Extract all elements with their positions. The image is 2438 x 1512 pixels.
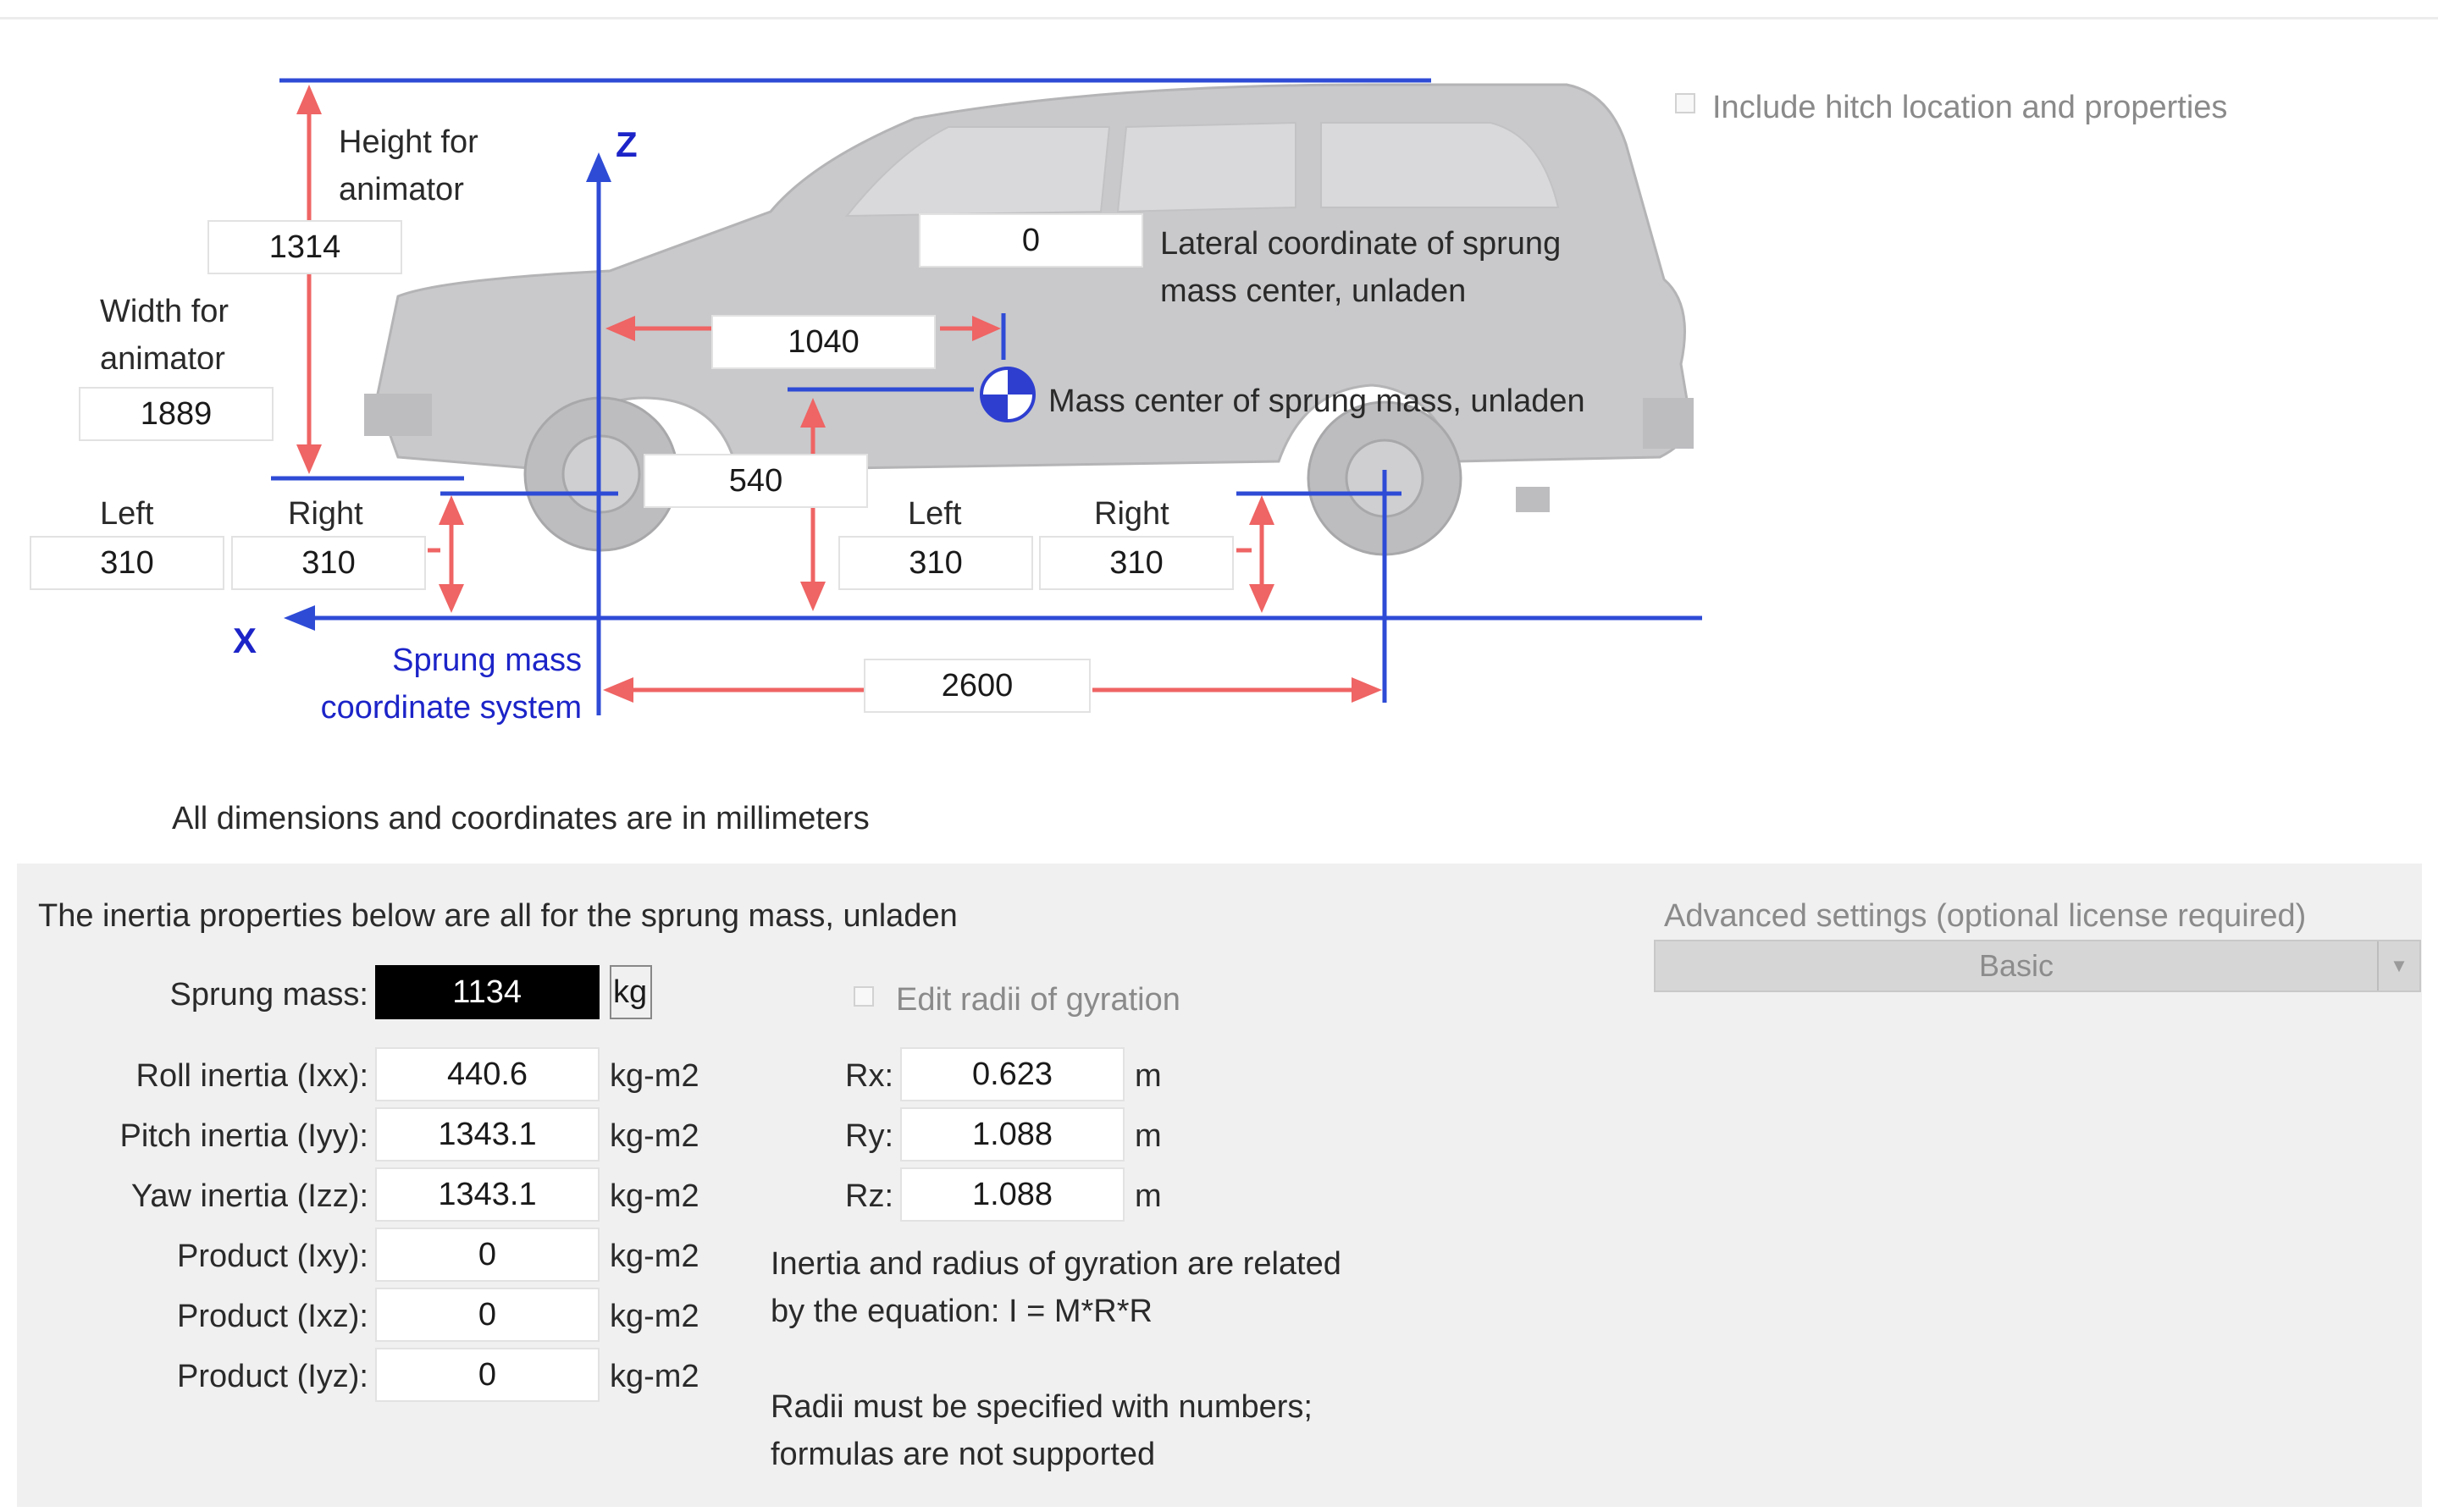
x-axis-label: X: [233, 621, 257, 660]
cg-z-field[interactable]: 540: [644, 454, 868, 508]
front-right-label: Right: [288, 496, 363, 532]
hitch-checkbox[interactable]: [1675, 93, 1695, 113]
rz-label: Rz:: [845, 1178, 893, 1214]
width-label: Width for animator: [100, 294, 229, 369]
advanced-settings-dropdown[interactable]: [1654, 940, 2421, 992]
width-field[interactable]: 1889: [79, 387, 274, 441]
rz-unit: m: [1135, 1178, 1162, 1214]
sprung-mass-unit: kg: [610, 965, 652, 1019]
height-label: Height for animator: [339, 124, 478, 207]
cg-x-field[interactable]: 1040: [711, 315, 936, 369]
roll-inertia-label: Roll inertia (Ixx):: [135, 1058, 368, 1094]
product-ixz-unit: kg-m2: [610, 1299, 699, 1334]
pitch-inertia-unit: kg-m2: [610, 1118, 699, 1154]
rx-field[interactable]: 0.623: [900, 1047, 1125, 1101]
lateral-coordinate-label: Lateral coordinate of sprung mass center, unladen: [1160, 226, 1562, 309]
rz-field[interactable]: 1.088: [900, 1167, 1125, 1222]
product-iyz-field[interactable]: 0: [375, 1348, 600, 1402]
advanced-settings-value: Basic: [1978, 948, 2054, 983]
product-ixz-field[interactable]: 0: [375, 1288, 600, 1342]
yaw-inertia-field[interactable]: 1343.1: [375, 1167, 600, 1222]
cg-symbol: [981, 368, 1034, 421]
yaw-inertia-label: Yaw inertia (Izz):: [130, 1178, 368, 1214]
yaw-inertia-unit: kg-m2: [610, 1178, 699, 1214]
rear-right-label: Right: [1094, 496, 1169, 532]
cg-label: Mass center of sprung mass, unladen: [1048, 384, 1585, 419]
front-left-field[interactable]: 310: [30, 536, 224, 590]
roll-inertia-field[interactable]: 440.6: [375, 1047, 600, 1101]
height-field[interactable]: 1314: [207, 220, 402, 274]
radii-format-note: Radii must be specified with numbers; formulas are not supported: [771, 1389, 1313, 1472]
product-ixy-field[interactable]: 0: [375, 1228, 600, 1282]
edit-radii-checkbox[interactable]: [854, 986, 874, 1007]
product-iyz-label: Product (Iyz):: [177, 1359, 368, 1394]
inertia-header: The inertia properties below are all for the sprung mass, unladen: [38, 898, 958, 934]
chevron-down-icon: ▼: [2377, 941, 2419, 991]
rx-label: Rx:: [845, 1058, 893, 1094]
sprung-mass-label: Sprung mass:: [169, 977, 368, 1013]
x-axis-arrowhead: [284, 605, 315, 631]
pitch-inertia-label: Pitch inertia (Iyy):: [119, 1118, 368, 1154]
ry-field[interactable]: 1.088: [900, 1107, 1125, 1162]
front-left-label: Left: [100, 496, 154, 532]
product-ixz-label: Product (Ixz):: [177, 1299, 368, 1334]
hitch-checkbox-label: Include hitch location and properties: [1712, 90, 2228, 125]
rear-left-label: Left: [908, 496, 962, 532]
sprung-mass-field[interactable]: 1134: [375, 965, 600, 1019]
front-right-field[interactable]: 310: [231, 536, 426, 590]
coordinate-system-label: Sprung mass coordinate system: [320, 643, 582, 726]
ry-label: Ry:: [845, 1118, 893, 1154]
lateral-coordinate-field[interactable]: 0: [919, 213, 1143, 268]
inertia-equation-note: Inertia and radius of gyration are related by the equation: I = M*R*R: [771, 1246, 1341, 1329]
rear-right-field[interactable]: 310: [1039, 536, 1234, 590]
wheelbase-field[interactable]: 2600: [864, 659, 1091, 713]
pitch-inertia-field[interactable]: 1343.1: [375, 1107, 600, 1162]
advanced-settings-label: Advanced settings (optional license required): [1664, 898, 2307, 934]
roll-inertia-unit: kg-m2: [610, 1058, 699, 1094]
rear-left-field[interactable]: 310: [838, 536, 1033, 590]
rx-unit: m: [1135, 1058, 1162, 1094]
product-ixy-label: Product (Ixy):: [177, 1239, 368, 1274]
product-iyz-unit: kg-m2: [610, 1359, 699, 1394]
product-ixy-unit: kg-m2: [610, 1239, 699, 1274]
units-note: All dimensions and coordinates are in millimeters: [172, 801, 870, 836]
edit-radii-label: Edit radii of gyration: [896, 982, 1180, 1018]
ry-unit: m: [1135, 1118, 1162, 1154]
z-axis-arrowhead: [586, 152, 611, 182]
z-axis-label: Z: [616, 124, 638, 164]
